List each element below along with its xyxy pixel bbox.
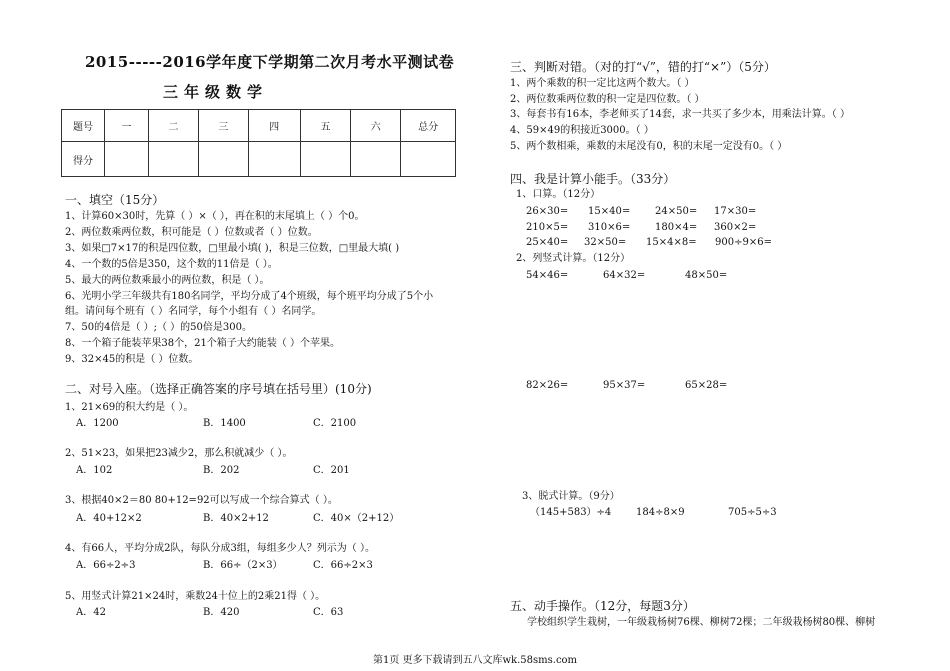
oral-item: 24×50= [655, 206, 698, 217]
option-a: A．1200 [76, 418, 119, 429]
question-text: 2、两位数乘两位数，积可能是（ ）位数或者（ ）位数。 [65, 227, 318, 238]
vertical-item: 95×37= [603, 380, 646, 391]
option-c: C．2100 [313, 418, 357, 429]
option-c: C．66÷2×3 [313, 560, 373, 571]
section-heading: 一、填空（15分） [65, 193, 165, 207]
vertical-item: 54×46= [526, 270, 569, 281]
question-text: 4、59×49的积接近3000。（ ） [510, 125, 654, 136]
score-header-cell: 五 [300, 110, 351, 142]
question-text: 5、最大的两位数乘最小的两位数，积是（ ）。 [65, 275, 270, 286]
option-b: B．40×2+12 [203, 513, 269, 524]
question-text: 4、一个数的5倍是350，这个数的11倍是（ ）。 [65, 259, 278, 270]
oral-item: 25×40= [526, 237, 569, 248]
section-heading: 三、判断对错。（对的打“√”，错的打“×”）（5分） [510, 60, 776, 74]
question-text: 1、两个乘数的积一定比这两个数大。（ ） [510, 78, 695, 89]
score-table [61, 109, 456, 177]
score-cell[interactable] [401, 142, 456, 177]
question-text: 组。请问每个班有（ ）名同学，每个小组有（ ）名同学。 [65, 306, 322, 317]
score-header-cell: 四 [248, 110, 300, 142]
stepwise-item: 184÷8×9 [636, 507, 685, 518]
question-text: 8、一个箱子能装苹果38个，21个箱子大约能装（ ）个苹果。 [65, 338, 340, 349]
oral-item: 210×5= [526, 222, 569, 233]
question-text: 2、51×23，如果把23减少2，那么积就减少（ ）。 [65, 448, 293, 459]
question-text: 3、每套书有16本，李老师买了14套，求一共买了多少本，用乘法计算。（ ） [510, 109, 850, 120]
option-a: A．102 [76, 465, 113, 476]
score-row-label: 得分 [62, 142, 105, 177]
score-cell[interactable] [105, 142, 149, 177]
question-text: 1、计算60×30时，先算（ ）×（ ），再在积的末尾填上（ ）个0。 [65, 211, 365, 222]
question-text: 3、根据40×2＝80 80+12=92可以写成一个综合算式（ ）。 [65, 495, 338, 506]
exam-subtitle: 三年级数学 [163, 83, 269, 101]
score-cell[interactable] [198, 142, 248, 177]
section-heading: 五、动手操作。（12分，每题3分） [510, 599, 695, 613]
score-header-cell: 总分 [401, 110, 456, 142]
option-b: B．66÷（2×3） [203, 560, 283, 571]
oral-item: 15×40= [588, 206, 631, 217]
problem-text: 学校组织学生栽树，一年级栽杨树76棵、柳树72棵；二年级栽杨树80棵、柳树 [527, 617, 876, 628]
option-c: C．63 [313, 607, 344, 618]
option-b: B．202 [203, 465, 240, 476]
score-cell[interactable] [300, 142, 351, 177]
option-b: B．420 [203, 607, 240, 618]
question-text: 5、两个数相乘，乘数的末尾没有0，积的末尾一定没有0。（ ） [510, 141, 788, 152]
section-heading: 二、对号入座。（选择正确答案的序号填在括号里）(10分) [65, 382, 372, 396]
oral-item: 15×4×8= [646, 237, 697, 248]
oral-item: 900÷9×6= [715, 237, 772, 248]
question-text: 5、用竖式计算21×24时，乘数24十位上的2乘21得（ ）。 [65, 591, 326, 602]
score-header-cell: 一 [105, 110, 149, 142]
stepwise-item: 705÷5÷3 [728, 507, 777, 518]
score-header-cell: 六 [351, 110, 401, 142]
oral-item: 26×30= [526, 206, 569, 217]
option-a: A．40+12×2 [76, 513, 142, 524]
page-footer: 第1页 更多下载请到五八文库wk.58sms.com [372, 655, 578, 666]
oral-item: 310×6= [588, 222, 631, 233]
option-c: C．201 [313, 465, 350, 476]
vertical-item: 65×28= [685, 380, 728, 391]
option-c: C．40×（2+12） [313, 513, 400, 524]
question-text: 7、50的4倍是（ ）;（ ）的50倍是300。 [65, 322, 252, 333]
option-a: A．66÷2÷3 [76, 560, 136, 571]
question-text: 2、两位数乘两位数的积一定是四位数。（ ） [510, 94, 705, 105]
section-heading: 四、我是计算小能手。（33分） [510, 172, 676, 186]
option-a: A．42 [76, 607, 106, 618]
subsection-label: 2、列竖式计算。（12分） [516, 253, 631, 264]
vertical-item: 48×50= [685, 270, 728, 281]
question-text: 9、32×45的积是（ ）位数。 [65, 354, 199, 365]
oral-item: 360×2= [714, 222, 757, 233]
question-text: 6、光明小学三年级共有180名同学，平均分成了4个班级，每个班平均分成了5个小 [65, 291, 434, 302]
score-header-cell: 题号 [62, 110, 105, 142]
score-header-cell: 二 [149, 110, 199, 142]
question-text: 3、如果□7×17的积是四位数，□里最小填( )，积是三位数，□里最大填( ) [65, 243, 400, 254]
option-b: B．1400 [203, 418, 246, 429]
question-text: 4、有66人，平均分成2队，每队分成3组，每组多少人？列示为（ ）。 [65, 543, 375, 554]
vertical-item: 64×32= [603, 270, 646, 281]
exam-title: 2015-----2016学年度下学期第二次月考水平测试卷 [85, 53, 455, 71]
oral-item: 17×30= [714, 206, 757, 217]
vertical-item: 82×26= [526, 380, 569, 391]
oral-item: 32×50= [584, 237, 627, 248]
score-cell[interactable] [351, 142, 401, 177]
question-text: 1、21×69的积大约是（ ）。 [65, 402, 194, 413]
oral-item: 180×4= [655, 222, 698, 233]
subsection-label: 3、脱式计算。（9分） [522, 491, 620, 502]
subsection-label: 1、口算。（12分） [516, 189, 601, 200]
stepwise-item: （145+583）÷4 [530, 507, 612, 518]
score-cell[interactable] [149, 142, 199, 177]
score-cell[interactable] [248, 142, 300, 177]
score-header-cell: 三 [198, 110, 248, 142]
